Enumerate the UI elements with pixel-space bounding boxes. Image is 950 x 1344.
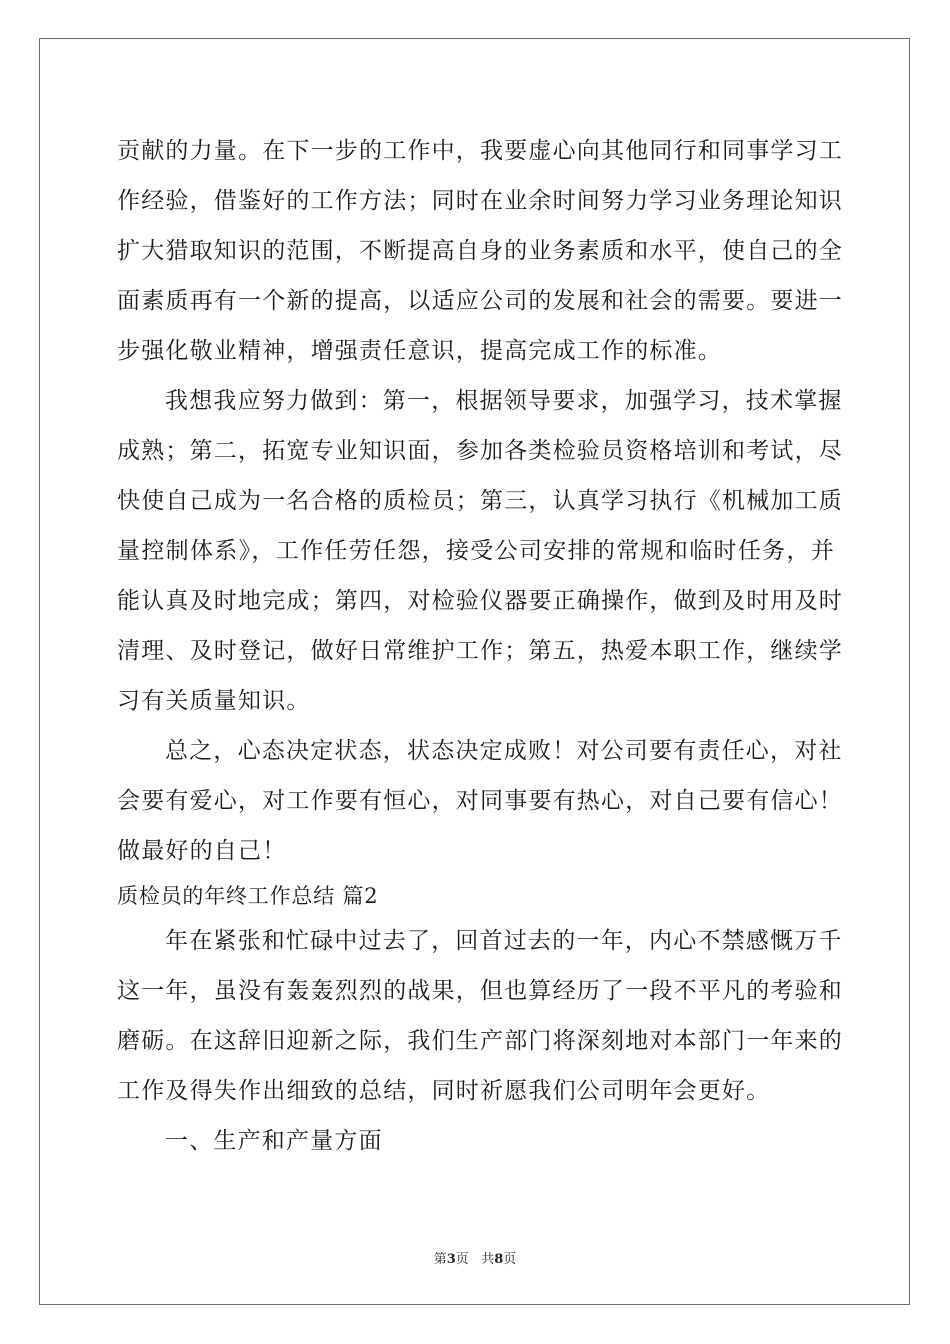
- paragraph-2-line-5: 能认真及时地完成；第四，对检验仪器要正确操作，做到及时用及时: [117, 588, 843, 614]
- paragraph-4-line-3: 磨砺。在这辞旧迎新之际，我们生产部门将深刻地对本部门一年来的: [117, 1028, 843, 1054]
- page-footer: [0, 1248, 950, 1267]
- paragraph-2-line-7: 习有关质量知识。: [117, 688, 311, 714]
- paragraph-2-line-4: 量控制体系》，工作任劳任怨，接受公司安排的常规和临时任务，并: [117, 538, 835, 564]
- footer-page-prefix: 第: [433, 1252, 447, 1267]
- paragraph-2-line-2: 成熟；第二，拓宽专业知识面，参加各类检验员资格培训和考试，尽: [117, 438, 843, 464]
- paragraph-3-line-2: 会要有爱心，对工作要有恒心，对同事要有热心，对自己要有信心！: [117, 788, 843, 814]
- paragraph-2-line-1: 我想我应努力做到：第一，根据领导要求，加强学习，技术掌握: [165, 388, 843, 414]
- paragraph-4-line-1: 年在紧张和忙碌中过去了，回首过去的一年，内心不禁感慨万千: [165, 928, 843, 954]
- paragraph-3-line-1: 总之，心态决定状态，状态决定成败！对公司要有责任心，对社: [165, 738, 843, 764]
- subsection-heading: 一、生产和产量方面: [165, 1128, 383, 1154]
- paragraph-4-line-4: 工作及得失作出细致的总结，同时祈愿我们公司明年会更好。: [117, 1078, 771, 1104]
- section-heading: 质检员的年终工作总结 篇2: [117, 884, 379, 908]
- paragraph-1-line-4: 面素质再有一个新的提高，以适应公司的发展和社会的需要。要进一: [117, 288, 843, 314]
- footer-page-number: 3: [446, 1252, 456, 1267]
- footer-page-suffix: 页: [455, 1252, 469, 1267]
- footer-total-prefix: 共: [481, 1252, 495, 1267]
- footer-total-pages: 8: [494, 1252, 504, 1267]
- paragraph-4-line-2: 这一年，虽没有轰轰烈烈的战果，但也算经历了一段不平凡的考验和: [117, 978, 843, 1004]
- document-body: [117, 126, 843, 1166]
- paragraph-1-line-1: 贡献的力量。在下一步的工作中，我要虚心向其他同行和同事学习工: [117, 138, 843, 164]
- paragraph-1-line-2: 作经验，借鉴好的工作方法；同时在业余时间努力学习业务理论知识: [117, 188, 843, 214]
- paragraph-2-line-3: 快使自己成为一名合格的质检员；第三，认真学习执行《机械加工质: [117, 488, 843, 514]
- paragraph-1-line-3: 扩大猎取知识的范围，不断提高自身的业务素质和水平，使自己的全: [117, 238, 843, 264]
- footer-total-suffix: 页: [503, 1252, 517, 1267]
- paragraph-1-line-5: 步强化敬业精神，增强责任意识，提高完成工作的标准。: [117, 338, 722, 364]
- paragraph-2-line-6: 清理、及时登记，做好日常维护工作；第五，热爱本职工作，继续学: [117, 638, 843, 664]
- paragraph-3-line-3: 做最好的自己！: [117, 838, 287, 864]
